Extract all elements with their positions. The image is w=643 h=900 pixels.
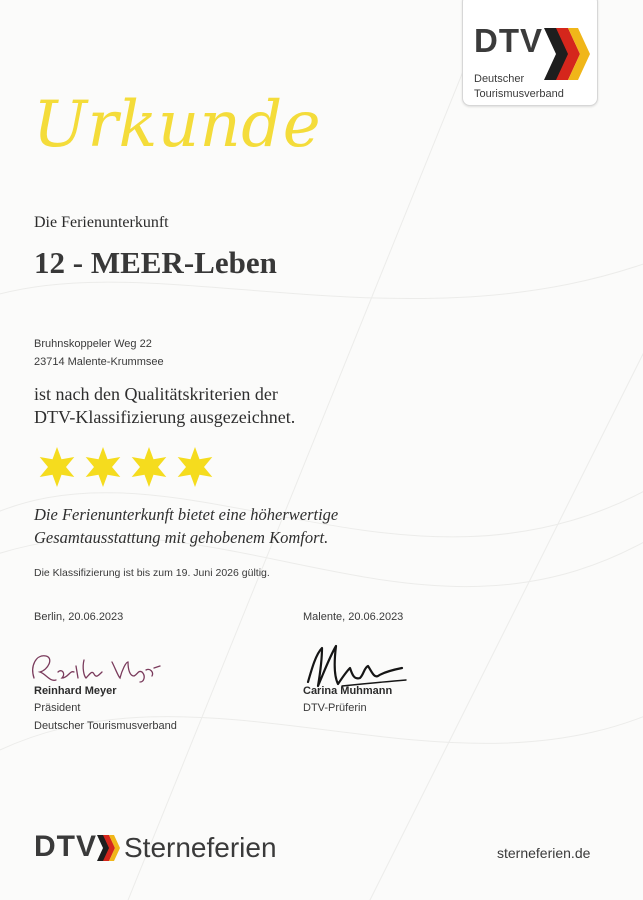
left-signer-role: Präsident xyxy=(34,702,81,714)
footer-dtv-abbr: DTV xyxy=(34,830,97,863)
description-line1: Die Ferienunterkunft bietet eine höherwertige xyxy=(34,505,339,524)
left-signer-organization: Deutscher Tourismusverband xyxy=(34,720,177,732)
address-line2: 23714 Malente-Krummsee xyxy=(34,356,164,368)
statement-line1: ist nach den Qualitätskriterien der xyxy=(34,384,278,404)
signature-left xyxy=(28,648,168,688)
description-line2: Gesamtausstattung mit gehobenem Komfort. xyxy=(34,528,329,547)
footer-url[interactable]: sterneferien.de xyxy=(497,845,591,861)
validity-text: Die Klassifizierung ist bis zum 19. Juni 2026 gültig. xyxy=(34,567,270,579)
footer-brand: Sterneferien xyxy=(124,832,277,863)
star-icon xyxy=(40,447,75,487)
star-icon xyxy=(132,447,167,487)
chevron-icon xyxy=(540,24,590,84)
lead-text: Die Ferienunterkunft xyxy=(34,214,169,231)
certificate-title: Urkunde xyxy=(33,88,322,162)
right-signer-role: DTV-Prüferin xyxy=(303,702,367,714)
left-place-date: Berlin, 20.06.2023 xyxy=(34,611,124,623)
statement-line2: DTV-Klassifizierung ausgezeichnet. xyxy=(34,407,296,427)
right-place-date: Malente, 20.06.2023 xyxy=(303,611,404,623)
star-icon xyxy=(86,447,121,487)
dtv-logo-abbr: DTV xyxy=(474,22,543,59)
address-line1: Bruhnskoppeler Weg 22 xyxy=(34,338,152,350)
footer-chevron-icon xyxy=(96,833,122,863)
star-rating xyxy=(33,443,223,491)
dtv-logo-name-line1: Deutscher xyxy=(474,73,525,85)
dtv-logo-name-line2: Tourismusverband xyxy=(474,88,564,100)
left-signer-name: Reinhard Meyer xyxy=(34,685,117,697)
star-icon xyxy=(178,447,213,487)
right-signer-name: Carina Muhmann xyxy=(303,685,393,697)
property-name: 12 - MEER-Leben xyxy=(34,245,277,280)
